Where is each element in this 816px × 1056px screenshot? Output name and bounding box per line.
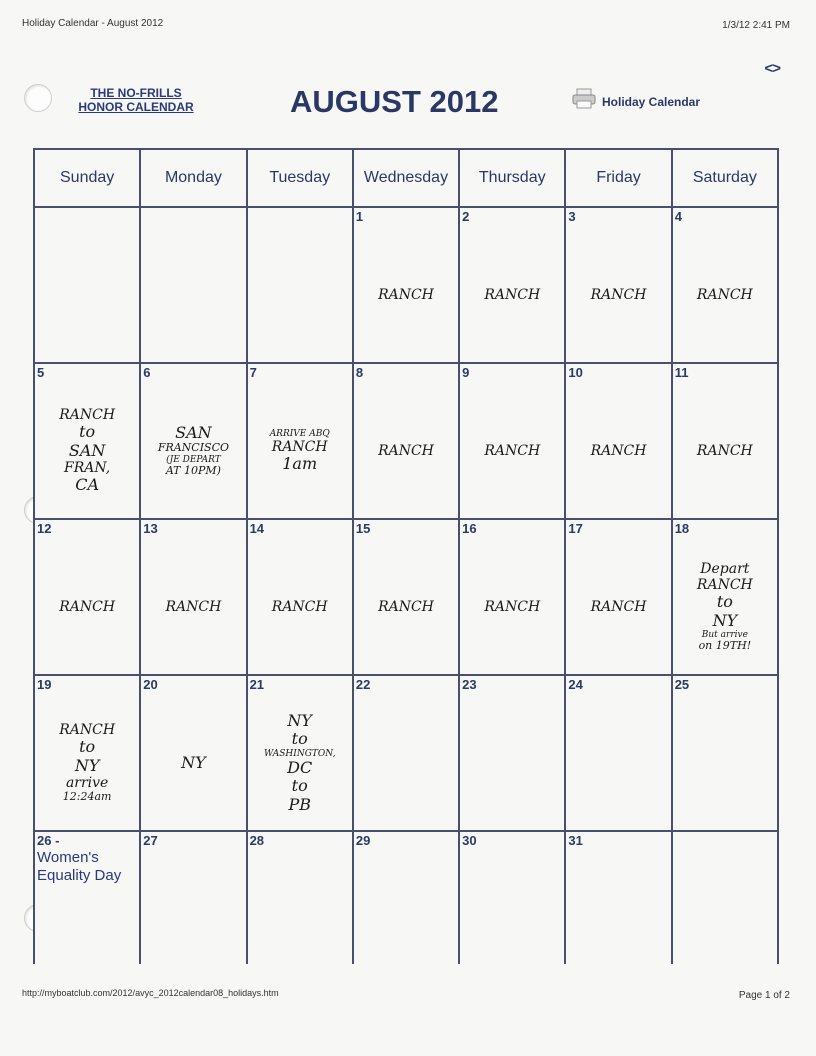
handwritten-note xyxy=(35,544,139,670)
handwritten-note xyxy=(566,544,670,670)
day-number: 24 xyxy=(568,677,583,692)
note-line: to xyxy=(79,422,96,442)
day-number: 21 xyxy=(249,677,265,692)
handwritten-note xyxy=(141,544,245,670)
day-number: 22 xyxy=(355,677,371,692)
note-line: RANCH xyxy=(484,442,541,459)
day-number xyxy=(141,208,245,210)
day-number: 4 xyxy=(674,209,682,224)
handwritten-note xyxy=(35,700,139,826)
day-number: 18 xyxy=(674,521,690,536)
calendar-day-cell xyxy=(459,675,565,831)
calendar-day-cell xyxy=(353,519,459,675)
day-number: 11 xyxy=(674,365,689,380)
day-number: 1 xyxy=(355,209,364,224)
day-number: 14 xyxy=(249,521,265,536)
calendar-day-cell xyxy=(247,207,353,363)
calendar-day-cell xyxy=(672,519,778,675)
day-number: 7 xyxy=(249,365,257,380)
calendar-day-cell xyxy=(459,363,565,519)
day-number: 27 xyxy=(143,833,158,848)
calendar-day-cell xyxy=(672,831,778,964)
day-number: 17 xyxy=(568,521,583,536)
calendar-day-cell xyxy=(353,207,459,363)
handwritten-note xyxy=(248,700,352,826)
day-number: 28 xyxy=(249,833,265,848)
note-line: RANCH xyxy=(59,407,116,424)
calendar-day-cell xyxy=(34,207,140,363)
calendar-day-cell xyxy=(672,675,778,831)
note-line: FRANCISCO xyxy=(157,441,230,455)
handwritten-note xyxy=(354,544,458,670)
weekday-header: Sunday xyxy=(34,149,140,207)
note-line: NY xyxy=(181,752,206,772)
calendar-day-cell xyxy=(247,675,353,831)
calendar-week xyxy=(34,675,778,831)
note-line: WASHINGTON, xyxy=(263,748,336,759)
day-number: 29 xyxy=(355,833,371,848)
calendar-week xyxy=(34,363,778,519)
calendar-day-cell xyxy=(459,207,565,363)
day-number xyxy=(673,832,777,834)
note-line: But arrive xyxy=(701,629,748,640)
handwritten-note xyxy=(248,388,352,514)
holiday-calendar-link[interactable] xyxy=(572,88,700,110)
handwritten-note xyxy=(141,388,245,514)
calendar-day-cell xyxy=(672,363,778,519)
calendar-day-cell xyxy=(34,363,140,519)
note-line: on 19TH! xyxy=(698,639,752,653)
calendar-day-cell xyxy=(34,675,140,831)
day-number: 8 xyxy=(355,365,364,380)
day-number: 30 xyxy=(462,833,477,848)
page-title: AUGUST 2012 xyxy=(290,84,499,119)
note-line: NY xyxy=(712,610,738,630)
handwritten-note xyxy=(35,388,139,514)
note-line: SAN xyxy=(68,440,106,460)
handwritten-note xyxy=(354,232,458,358)
handwritten-note xyxy=(460,544,564,670)
print-header-title: Holiday Calendar - August 2012 xyxy=(22,18,164,29)
punch-hole xyxy=(24,84,52,112)
calendar-day-cell xyxy=(459,519,565,675)
brand-line-2: HONOR CALENDAR xyxy=(78,100,194,114)
calendar-day-cell xyxy=(353,675,459,831)
note-line: SAN xyxy=(175,422,212,442)
handwritten-note xyxy=(673,232,777,358)
note-line: 12:24am xyxy=(62,790,112,804)
note-line: to xyxy=(716,592,733,612)
footer-url: http://myboatclub.com/2012/avyc_2012calendar08_holidays.htm xyxy=(22,988,279,998)
calendar-week xyxy=(34,831,778,964)
weekday-header: Tuesday xyxy=(247,149,353,207)
handwritten-note xyxy=(141,700,245,826)
calendar-day-cell xyxy=(672,207,778,363)
note-line: RANCH xyxy=(271,598,328,615)
calendar-week xyxy=(34,519,778,675)
handwritten-note xyxy=(566,388,670,514)
note-line: CA xyxy=(75,475,100,495)
note-line: ARRIVE ABQ xyxy=(269,428,330,439)
note-line: RANCH xyxy=(484,598,541,615)
day-number: 2 xyxy=(462,209,470,224)
note-line: RANCH xyxy=(590,442,647,459)
brand-line-1: THE NO-FRILLS xyxy=(90,86,182,100)
calendar-day-cell xyxy=(565,519,671,675)
handwritten-note xyxy=(673,544,777,670)
day-number: 5 xyxy=(37,365,45,380)
handwritten-note xyxy=(673,388,777,514)
handwritten-note xyxy=(354,388,458,514)
note-line: RANCH xyxy=(59,598,116,615)
note-line: RANCH xyxy=(696,577,753,594)
note-line: RANCH xyxy=(590,598,647,615)
calendar-day-cell xyxy=(140,519,246,675)
day-number xyxy=(248,208,352,210)
note-line: PB xyxy=(288,794,311,814)
weekday-header: Wednesday xyxy=(353,149,459,207)
note-line: RANCH xyxy=(696,286,753,303)
weekday-header: Friday xyxy=(565,149,671,207)
month-nav-arrows[interactable]: <> xyxy=(764,60,780,77)
day-number: 15 xyxy=(355,521,371,536)
holiday-calendar-label: Holiday Calendar xyxy=(602,95,701,109)
note-line: NY xyxy=(287,710,312,730)
note-line: RANCH xyxy=(378,442,434,459)
calendar-day-cell xyxy=(140,831,246,964)
note-line: to xyxy=(79,737,96,757)
weekday-header: Saturday xyxy=(672,149,778,207)
note-line: RANCH xyxy=(484,286,541,303)
day-number xyxy=(35,208,139,210)
note-line: RANCH xyxy=(590,286,647,303)
calendar-day-cell xyxy=(565,831,671,964)
note-line: to xyxy=(291,729,308,749)
note-line: RANCH xyxy=(271,438,328,455)
note-line: RANCH xyxy=(696,442,753,459)
footer-page-number: Page 1 of 2 xyxy=(738,990,790,1001)
calendar-grid xyxy=(33,148,779,970)
calendar-day-cell xyxy=(459,831,565,964)
handwritten-note xyxy=(248,544,352,670)
holiday-name: Women's Equality Day xyxy=(37,849,122,884)
day-number: 3 xyxy=(568,209,576,224)
print-timestamp: 1/3/12 2:41 PM xyxy=(722,20,790,31)
note-line: 1am xyxy=(282,454,318,474)
day-number: 26 - xyxy=(37,833,60,848)
day-number: 10 xyxy=(568,365,583,380)
note-line: Depart xyxy=(700,561,750,578)
note-line: to xyxy=(291,776,308,796)
day-number: 19 xyxy=(37,677,52,692)
calendar-day-cell xyxy=(34,519,140,675)
note-line: FRAN, xyxy=(64,460,111,477)
calendar-day-cell xyxy=(140,363,246,519)
calendar-week xyxy=(34,207,778,363)
handwritten-note xyxy=(566,232,670,358)
handwritten-note xyxy=(460,232,564,358)
note-line: (JE DEPART xyxy=(166,455,221,466)
day-number: 25 xyxy=(674,677,690,692)
calendar-day-cell xyxy=(140,675,246,831)
note-line: arrive xyxy=(65,775,109,792)
weekday-header: Thursday xyxy=(459,149,565,207)
note-line: AT 10PM) xyxy=(165,464,221,478)
note-line: RANCH xyxy=(378,286,434,303)
note-line: RANCH xyxy=(378,598,434,615)
printer-icon xyxy=(572,88,596,110)
calendar-day-cell xyxy=(565,207,671,363)
note-line: NY xyxy=(74,755,100,775)
day-number: 12 xyxy=(37,521,52,536)
note-line: RANCH xyxy=(59,722,116,739)
brand-link[interactable] xyxy=(66,86,206,114)
calendar-day-cell xyxy=(353,831,459,964)
day-number: 23 xyxy=(462,677,477,692)
calendar-day-cell xyxy=(140,207,246,363)
handwritten-note xyxy=(460,388,564,514)
weekday-header: Monday xyxy=(140,149,246,207)
calendar-day-cell xyxy=(353,363,459,519)
calendar-day-cell xyxy=(565,363,671,519)
day-number: 31 xyxy=(568,833,583,848)
calendar-day-cell xyxy=(34,831,140,964)
calendar-day-cell xyxy=(565,675,671,831)
calendar-day-cell xyxy=(247,363,353,519)
day-number: 6 xyxy=(143,365,151,380)
day-number: 20 xyxy=(143,677,158,692)
day-number: 16 xyxy=(462,521,477,536)
day-number: 9 xyxy=(462,365,470,380)
calendar-day-cell xyxy=(247,519,353,675)
day-number: 13 xyxy=(143,521,158,536)
note-line: DC xyxy=(287,757,313,777)
note-line: RANCH xyxy=(165,598,222,615)
calendar-day-cell xyxy=(247,831,353,964)
